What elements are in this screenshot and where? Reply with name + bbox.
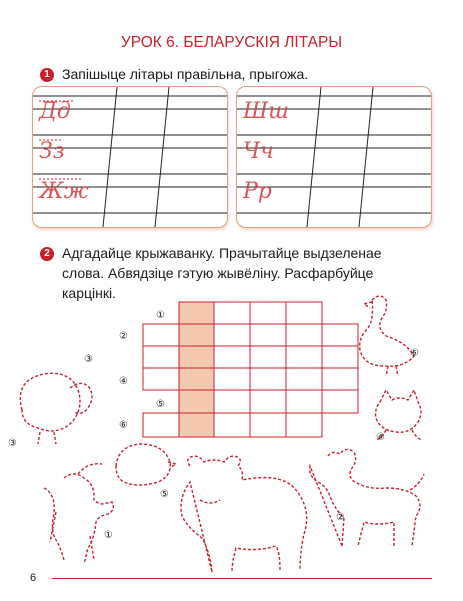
highlighted-column [179,302,214,437]
crossword-clue-number: ⑤ [156,399,165,410]
task-2-line: Адгадайце крыжаванку. Прачытайце выдзеленае [62,245,382,261]
cursive-letter: Чч [243,139,274,164]
cursive-letter: Жж [39,179,89,204]
task-1-instruction: Запішыце літары правільна, прыгожа. [62,66,309,82]
goat-picture [44,464,113,564]
picture-number: ④ [376,432,385,443]
picture-number: ② [336,512,345,523]
turkey-picture [20,373,92,444]
goose-picture [360,296,414,376]
cursive-letter: Рр [243,179,272,204]
page-title: УРОК 6. БЕЛАРУСКІЯ ЛІТАРЫ [120,34,343,51]
cursive-letter: Дд [39,99,71,124]
picture-number: ③ [8,438,17,449]
task-number-1: 1 [40,68,54,82]
crossword-clue-number: ③ [84,354,93,365]
picture-number: ⑤ [160,489,169,500]
crossword-clue-number: ④ [119,376,128,387]
task-number-2: 2 [40,247,54,261]
hedgehog-picture [116,444,176,485]
cursive-letter: Шш [243,99,289,124]
picture-number: ① [104,530,113,541]
cow-picture [181,456,307,572]
cursive-letter: Зз [39,139,65,164]
footer-rule [52,578,432,579]
picture-number: ⑥ [410,348,419,359]
crossword-clue-number: ① [156,310,165,321]
crossword-clue-number: ⑥ [119,420,128,431]
crossword-clue-number: ② [119,331,128,342]
dog-picture [310,449,424,546]
crossword-grid [143,302,358,437]
page-number: 6 [30,572,37,584]
task-2-line: карцінкі. [62,285,116,301]
task-2-line: слова. Абвядзіце гэтую жывёліну. Расфарбуйце [62,265,374,281]
